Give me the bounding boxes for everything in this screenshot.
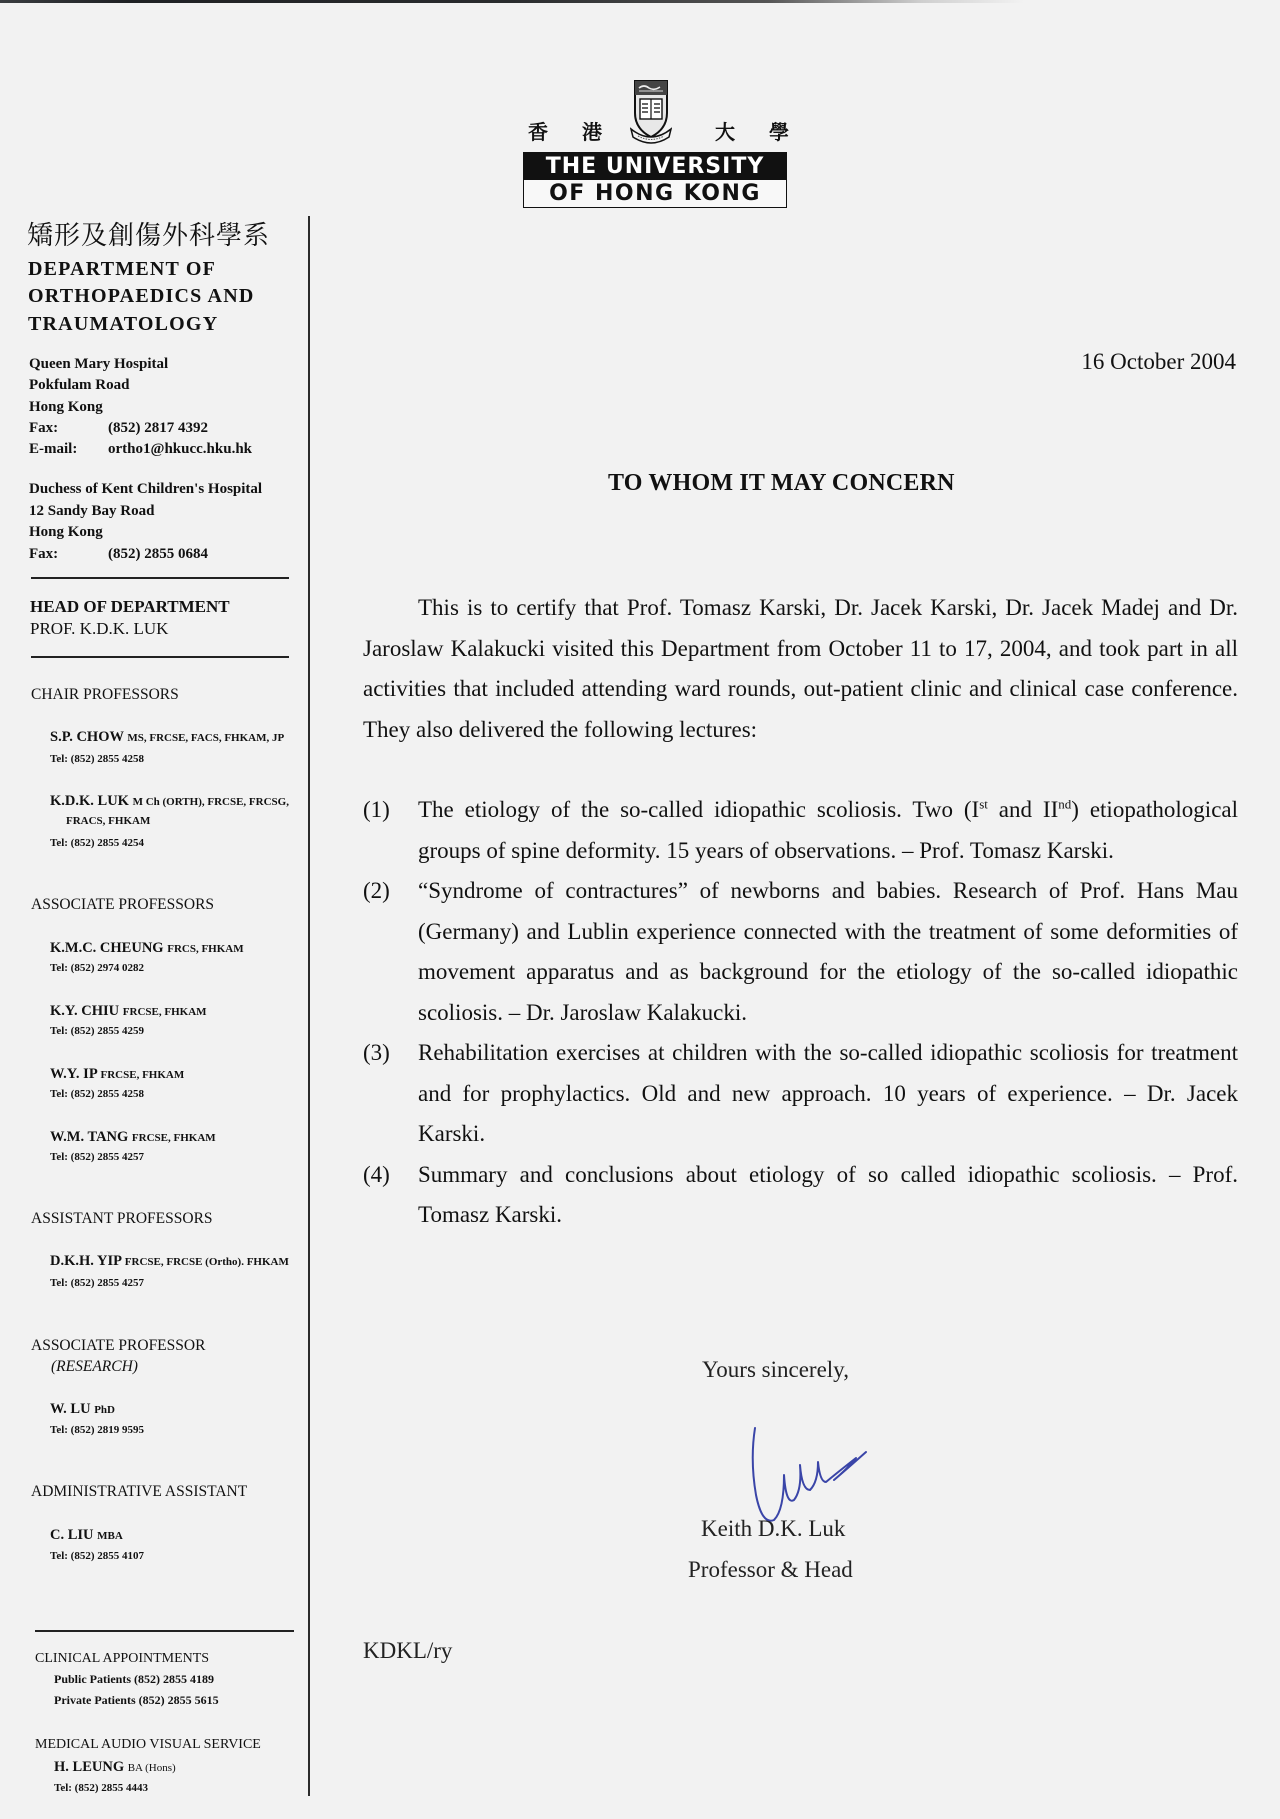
section-subtitle-research: (RESEARCH): [51, 1358, 138, 1375]
university-wordmark: [523, 152, 787, 208]
email-label: E-mail:: [29, 441, 78, 457]
dkch-address-line-2: 12 Sandy Bay Road: [29, 503, 155, 519]
letter-date: 16 October 2004: [1081, 349, 1236, 374]
staff-tel: Tel: (852) 2855 4258: [50, 1088, 145, 1100]
staff-tel: Tel: (852) 2855 4443: [54, 1782, 149, 1794]
staff-name: H. LEUNG: [54, 1759, 125, 1775]
staff-tel: Tel: (852) 2855 4259: [50, 1025, 145, 1037]
staff-tel: Tel: (852) 2819 9595: [50, 1424, 145, 1436]
dkch-fax: [29, 545, 208, 563]
lecture-list: [363, 790, 1238, 1236]
staff-tel: Tel: (852) 2855 4107: [50, 1550, 145, 1562]
department-name-cn: 矯形及創傷外科學系: [27, 221, 271, 251]
section-title-medical-audio-visual: MEDICAL AUDIO VISUAL SERVICE: [35, 1737, 261, 1752]
sidebar-divider: [31, 577, 289, 579]
lecture-number: (4): [363, 1161, 390, 1187]
staff-entry: [50, 1128, 216, 1147]
staff-entry: [54, 1758, 176, 1777]
lecture-text: “Syndrome of contractures” of newborns and babies. Research of Prof. Hans Mau (Germany) and Lublin experience connected with the treatment of some deformities of movement apparatus and as background for the etiology of the so-called idiopathic scoliosis. – Dr. Jaroslaw Kalakucki.: [418, 878, 1238, 1025]
lecture-item-4: [363, 1155, 1238, 1236]
scan-edge-shadow: [0, 0, 1280, 3]
letter-reference: KDKL/ry: [363, 1638, 453, 1663]
department-name-line-2: ORTHOPAEDICS AND: [28, 285, 255, 307]
lecture-text: Rehabilitation exercises at children with the so-called idiopathic scoliosis for treatment and for prophylactics. Old and new approach. 10 years of experience. – Dr. Jacek Karski.: [418, 1040, 1238, 1146]
closing-salutation: Yours sincerely,: [702, 1357, 849, 1382]
staff-entry: [50, 1400, 115, 1419]
section-title-administrative-assistant: ADMINISTRATIVE ASSISTANT: [31, 1483, 248, 1500]
sidebar-divider: [35, 1630, 294, 1632]
staff-qualifications: FRCSE, FHKAM: [100, 1069, 185, 1081]
staff-qualifications: FRCSE, FRCSE (Ortho). FHKAM: [124, 1256, 289, 1268]
fax-label: Fax:: [29, 420, 59, 436]
staff-qualifications: FRCSE, FHKAM: [131, 1132, 216, 1144]
letter-heading: TO WHOM IT MAY CONCERN: [608, 470, 955, 496]
fax-number: (852) 2817 4392: [108, 420, 208, 436]
superscript: nd: [1058, 796, 1072, 812]
staff-name: K.M.C. CHEUNG: [50, 940, 164, 956]
staff-tel: Tel: (852) 2855 4254: [50, 837, 145, 849]
signatory-name: Keith D.K. Luk: [701, 1516, 846, 1541]
staff-tel: Tel: (852) 2974 0282: [50, 962, 145, 974]
section-title-associate-professors: ASSOCIATE PROFESSORS: [31, 896, 215, 913]
public-patients-phone: Public Patients (852) 2855 4189: [54, 1672, 214, 1686]
staff-tel: Tel: (852) 2855 4257: [50, 1277, 145, 1289]
dkch-address-line-1: Duchess of Kent Children's Hospital: [29, 481, 263, 497]
superscript: st: [979, 796, 988, 812]
logo-cn-char-4: 學: [769, 120, 789, 144]
wordmark-line-2: OF HONG KONG: [549, 181, 761, 206]
lecture-text: ) etiopathological groups of spine deformity. 15 years of observations. – Prof. Tomasz Karski.: [418, 797, 1239, 863]
lecture-number: (1): [363, 797, 390, 822]
wordmark-line-1: THE UNIVERSITY: [524, 153, 786, 180]
private-patients-phone: Private Patients (852) 2855 5615: [54, 1693, 219, 1707]
staff-entry: [50, 1252, 289, 1271]
university-crest-icon: [630, 79, 672, 147]
staff-entry: [50, 1526, 123, 1545]
staff-name: K.Y. CHIU: [50, 1003, 120, 1019]
staff-entry: [50, 939, 244, 958]
staff-name: C. LIU: [50, 1527, 94, 1543]
fax-label: Fax:: [29, 546, 59, 562]
lecture-number: (2): [363, 878, 390, 903]
staff-tel: Tel: (852) 2855 4257: [50, 1151, 145, 1163]
qmh-fax: [29, 419, 208, 437]
lecture-text: The etiology of the so-called idiopathic scoliosis. Two (I: [418, 797, 980, 822]
section-title-clinical-appointments: CLINICAL APPOINTMENTS: [35, 1651, 210, 1666]
section-title-associate-professor: ASSOCIATE PROFESSOR: [31, 1337, 206, 1354]
lecture-item-1: [363, 790, 1238, 871]
head-of-department-title: HEAD OF DEPARTMENT: [30, 597, 230, 616]
department-name-line-3: TRAUMATOLOGY: [28, 313, 219, 335]
qmh-address-line-1: Queen Mary Hospital: [29, 356, 169, 372]
section-title-chair-professors: CHAIR PROFESSORS: [31, 686, 179, 703]
staff-name: W. LU: [50, 1401, 91, 1417]
logo-cn-char-3: 大: [715, 120, 735, 144]
staff-qualifications: BA (Hons): [127, 1762, 176, 1774]
fax-number: (852) 2855 0684: [108, 546, 208, 562]
sidebar-vertical-rule: [308, 216, 310, 1796]
dkch-address-line-3: Hong Kong: [29, 524, 103, 540]
staff-tel: Tel: (852) 2855 4258: [50, 753, 145, 765]
intro-paragraph: [363, 588, 1238, 750]
qmh-address-line-2: Pokfulam Road: [29, 377, 130, 393]
email-address[interactable]: ortho1@hkucc.hku.hk: [108, 441, 253, 457]
lecture-item-2: [363, 871, 1238, 1033]
staff-name: D.K.H. YIP: [50, 1253, 122, 1269]
lecture-number: (3): [363, 1040, 390, 1065]
staff-qualifications-cont: FRACS, FHKAM: [66, 815, 151, 827]
logo-cn-char-1: 香: [528, 120, 548, 144]
staff-qualifications: MBA: [97, 1530, 123, 1542]
staff-name: S.P. CHOW: [50, 729, 124, 745]
staff-entry: [50, 792, 289, 811]
staff-name: K.D.K. LUK: [50, 793, 129, 809]
lecture-text: and II: [987, 797, 1059, 822]
staff-qualifications: FRCSE, FHKAM: [122, 1006, 207, 1018]
intro-text: This is to certify that Prof. Tomasz Karski, Dr. Jacek Karski, Dr. Jacek Madej and Dr. Jaroslaw Kalakucki visited this Department from October 11 to 17, 2004, and took part in all activities that included attending ward rounds, out-patient clinic and clinical case conference. They also delivered the following lectures:: [363, 595, 1238, 742]
qmh-address-line-3: Hong Kong: [29, 399, 103, 415]
staff-entry: [50, 1065, 184, 1084]
head-of-department-name: PROF. K.D.K. LUK: [30, 619, 169, 638]
staff-qualifications: M Ch (ORTH), FRCSE, FRCSG,: [132, 796, 289, 808]
sidebar-divider: [31, 656, 289, 658]
section-title-assistant-professors: ASSISTANT PROFESSORS: [31, 1210, 213, 1227]
signatory-title: Professor & Head: [688, 1557, 853, 1582]
staff-qualifications: FRCS, FHKAM: [167, 943, 244, 955]
staff-name: W.Y. IP: [50, 1066, 97, 1082]
lecture-item-3: [363, 1033, 1238, 1155]
logo-cn-char-2: 港: [582, 120, 602, 144]
staff-name: W.M. TANG: [50, 1129, 129, 1145]
staff-entry: [50, 1002, 207, 1021]
department-name-line-1: DEPARTMENT OF: [28, 258, 217, 280]
staff-qualifications: PhD: [94, 1404, 115, 1416]
staff-qualifications: MS, FRCSE, FACS, FHKAM, JP: [127, 732, 285, 744]
staff-entry: [50, 728, 284, 747]
lecture-text: Summary and conclusions about etiology of so called idiopathic scoliosis. – Prof. Tomasz Karski.: [418, 1161, 1238, 1227]
qmh-email: [29, 440, 252, 458]
